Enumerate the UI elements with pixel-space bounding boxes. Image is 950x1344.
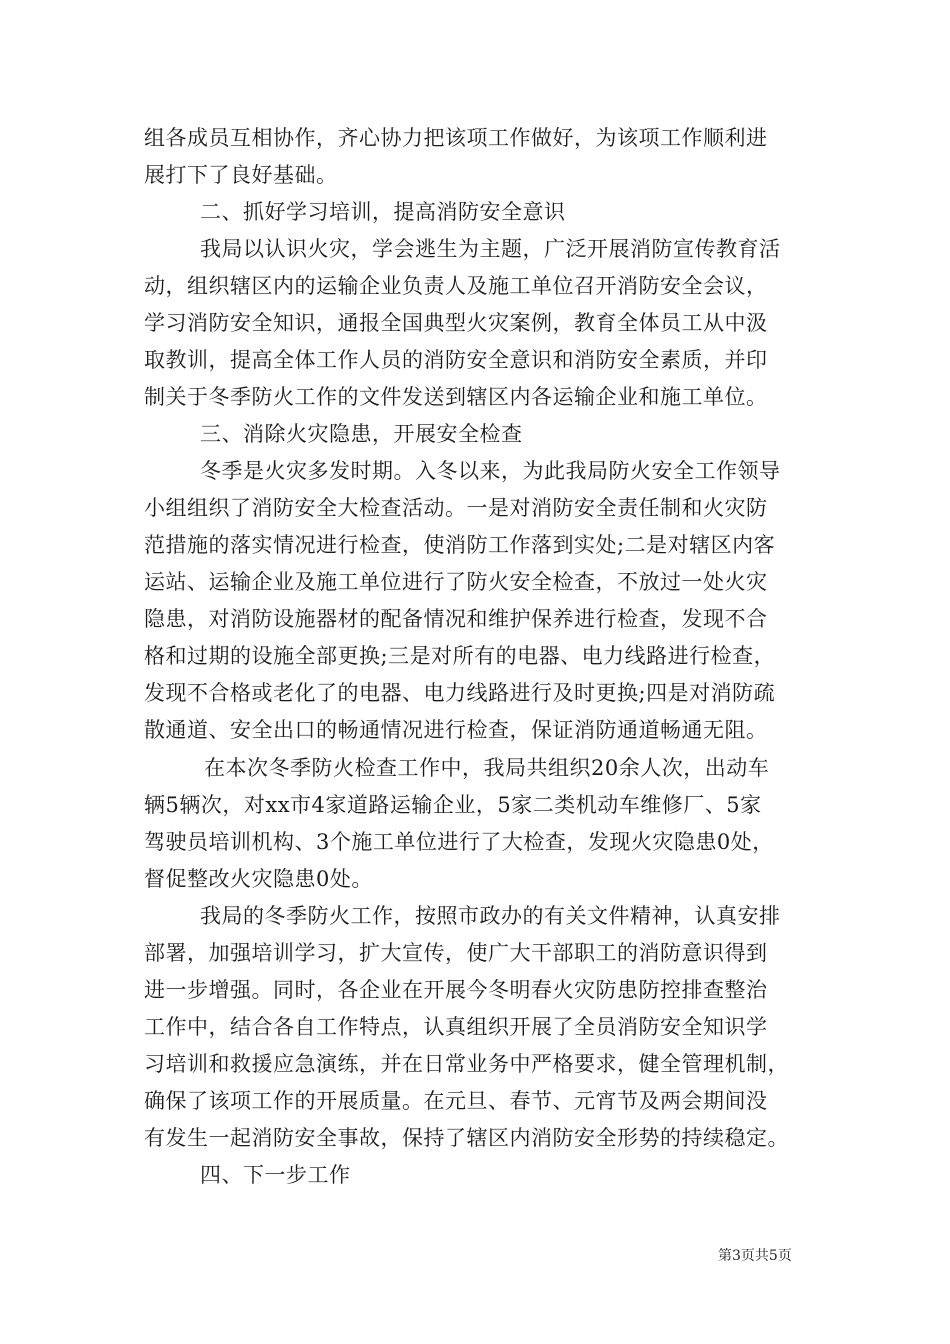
paragraph-line: 隐患，对消防设施器材的配备情况和维护保养进行检查，发现不合 <box>144 607 768 631</box>
paragraph-line: 部署，加强培训学习，扩大宣传，使广大干部职工的消防意识得到 <box>144 941 768 965</box>
paragraph-line: 在本次冬季防火检查工作中，我局共组织20余人次，出动车 <box>204 756 770 780</box>
page-indicator: 第3页共5页 <box>718 1248 792 1264</box>
paragraph-line: 驾驶员培训机构、3个施工单位进行了大检查，发现火灾隐患0处， <box>144 830 774 854</box>
paragraph-line: 散通道、安全出口的畅通情况进行检查，保证消防通道畅通无阻。 <box>144 718 768 742</box>
paragraph-line: 运站、运输企业及施工单位进行了防火安全检查，不放过一处火灾 <box>144 570 768 594</box>
paragraph-line: 范措施的落实情况进行检查，使消防工作落到实处;二是对辖区内客 <box>144 533 776 557</box>
paragraph-line: 督促整改火灾隐患0处。 <box>144 867 373 891</box>
paragraph-line: 取教训，提高全体工作人员的消防安全意识和消防安全素质，并印 <box>144 348 768 372</box>
paragraph-line: 学习消防安全知识，通报全国典型火灾案例，教育全体员工从中汲 <box>144 311 768 335</box>
paragraph-line: 有发生一起消防安全事故，保持了辖区内消防安全形势的持续稳定。 <box>144 1126 789 1150</box>
paragraph-line: 格和过期的设施全部更换;三是对所有的电器、电力线路进行检查， <box>144 644 776 668</box>
section-heading: 二、抓好学习培训，提高消防安全意识 <box>200 200 566 224</box>
section-heading: 三、消除火灾隐患，开展安全检查 <box>200 422 523 446</box>
paragraph-line: 辆5辆次，对xx市4家道路运输企业，5家二类机动车维修厂、5家 <box>144 793 762 817</box>
paragraph-line: 制关于冬季防火工作的文件发送到辖区内各运输企业和施工单位。 <box>144 385 768 409</box>
paragraph-line: 展打下了良好基础。 <box>144 163 338 187</box>
paragraph-line: 动，组织辖区内的运输企业负责人及施工单位召开消防安全会议， <box>144 274 768 298</box>
paragraph-line: 工作中，结合各自工作特点，认真组织开展了全员消防安全知识学 <box>144 1015 768 1039</box>
paragraph-line: 我局以认识火灾，学会逃生为主题，广泛开展消防宣传教育活 <box>200 237 781 261</box>
paragraph-line: 进一步增强。同时，各企业在开展今冬明春火灾防患防控排查整治 <box>144 978 768 1002</box>
paragraph-line: 确保了该项工作的开展质量。在元旦、春节、元宵节及两会期间没 <box>144 1089 768 1113</box>
paragraph-line: 习培训和救援应急演练，并在日常业务中严格要求，健全管理机制， <box>144 1052 789 1076</box>
paragraph-line: 我局的冬季防火工作，按照市政办的有关文件精神，认真安排 <box>200 904 781 928</box>
paragraph-line: 组各成员互相协作，齐心协力把该项工作做好，为该项工作顺利进 <box>144 126 768 150</box>
paragraph-line: 冬季是火灾多发时期。入冬以来，为此我局防火安全工作领导 <box>200 459 781 483</box>
paragraph-line: 发现不合格或老化了的电器、电力线路进行及时更换;四是对消防疏 <box>144 681 776 705</box>
section-heading: 四、下一步工作 <box>200 1163 351 1187</box>
paragraph-line: 小组组织了消防安全大检查活动。一是对消防安全责任制和火灾防 <box>144 496 768 520</box>
